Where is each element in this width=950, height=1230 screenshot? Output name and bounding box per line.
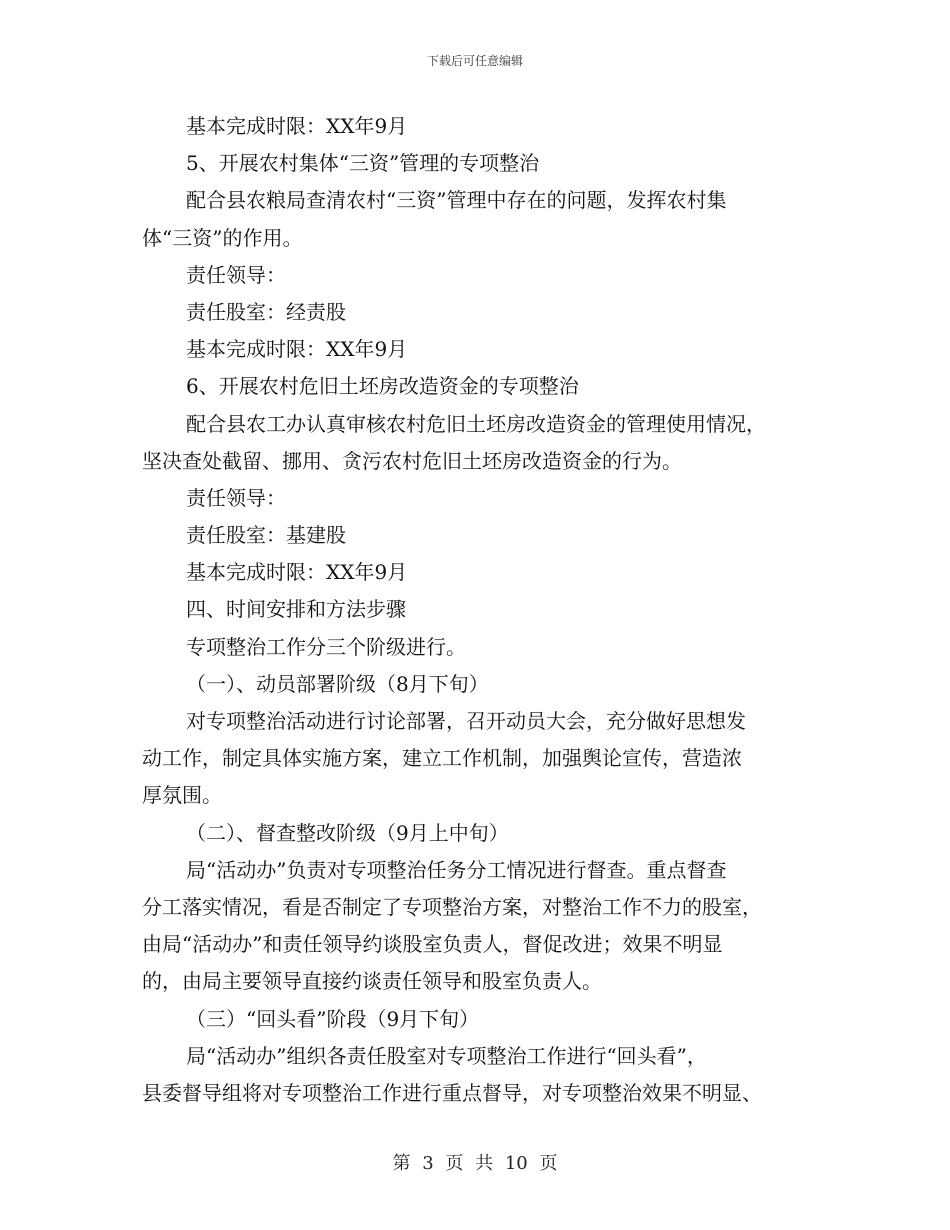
text-line: 基本完成时限：XX年9月 (186, 114, 408, 138)
body-text (142, 108, 818, 1112)
text-line: 动工作，制定具体实施方案，建立工作机制，加强舆论宣传，营造浓 (142, 746, 742, 771)
text-line: 责任领导： (186, 262, 286, 287)
text-line: 基本完成时限：XX年9月 (186, 337, 408, 362)
text-line: 四、时间安排和方法步骤 (186, 597, 406, 622)
text-line: （二）、督查整改阶级（9月上中旬） (186, 820, 509, 845)
text-line: 局“活动办”组织各责任股室对专项整治工作进行“回头看”， (186, 1043, 707, 1068)
text-line: 责任领导： (186, 485, 286, 510)
text-line: 分工落实情况，看是否制定了专项整治方案，对整治工作不力的股室， (142, 894, 762, 919)
text-line: 责任股室：经责股 (186, 299, 346, 324)
text-line: 体“三资”的作用。 (142, 225, 303, 250)
text-line: 县委督导组将对专项整治工作进行重点督导，对专项整治效果不明显、 (142, 1080, 762, 1105)
page-footer: 第 3 页 共 10 页 (392, 1153, 558, 1174)
text-line: 对专项整治活动进行讨论部署，召开动员大会，充分做好思想发 (186, 709, 746, 733)
text-line: 专项整治工作分三个阶级进行。 (186, 634, 466, 659)
text-line: （一）、动员部署阶级（8月下旬） (186, 671, 489, 696)
text-line: 基本完成时限：XX年9月 (186, 560, 408, 585)
text-line: 5、开展农村集体“三资”管理的专项整治 (186, 151, 540, 176)
header-note: 下载后可任意编辑 (426, 54, 523, 68)
text-line: （三）“回头看”阶段（9月下旬） (186, 1006, 480, 1031)
text-line: 厚氛围。 (142, 783, 222, 808)
text-line: 责任股室：基建股 (186, 523, 346, 548)
text-line: 的，由局主要领导直接约谈责任领导和股室负责人。 (142, 969, 602, 994)
text-line: 6、开展农村危旧土坯房改造资金的专项整治 (186, 374, 579, 399)
text-line: 配合县农粮局查清农村“三资”管理中存在的问题，发挥农村集 (186, 188, 727, 213)
text-line: 局“活动办”负责对专项整治任务分工情况进行督查。重点督查 (186, 857, 727, 882)
text-line: 坚决查处截留、挪用、贪污农村危旧土坯房改造资金的行为。 (142, 448, 682, 473)
text-line: 由局“活动办”和责任领导约谈股室负责人，督促改进；效果不明显 (142, 932, 723, 957)
text-line: 配合县农工办认真审核农村危旧土坯房改造资金的管理使用情况， (186, 411, 766, 436)
